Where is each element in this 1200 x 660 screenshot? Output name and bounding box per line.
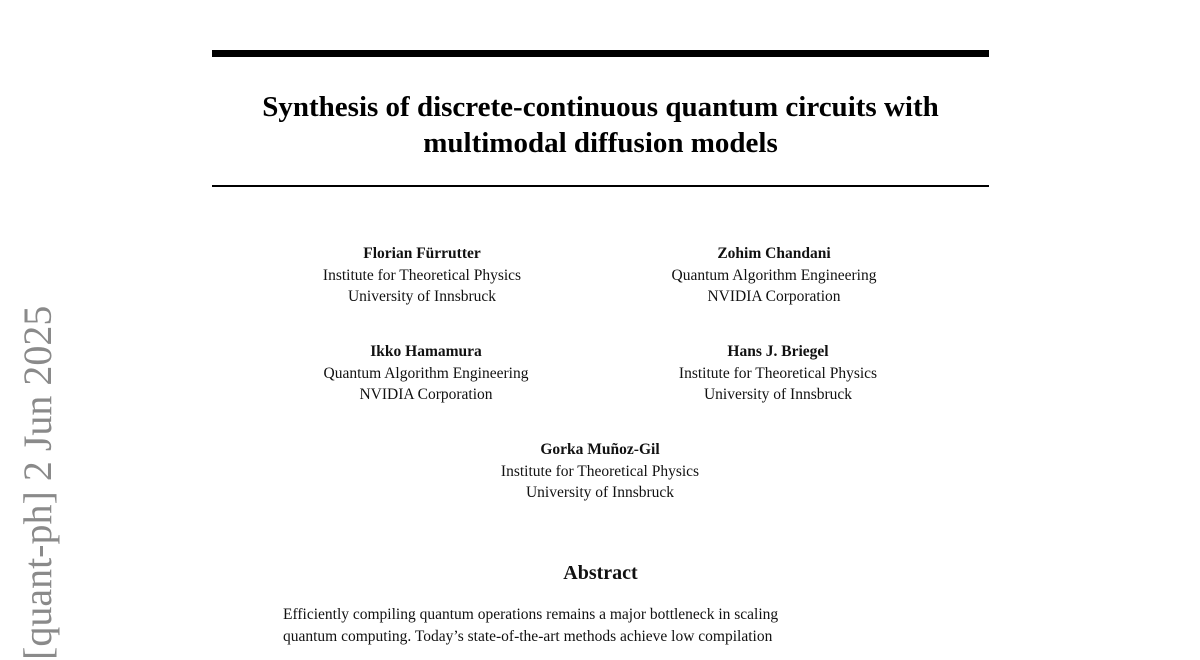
author-block-hamamura <box>266 341 586 406</box>
abstract-line-2: quantum computing. Today’s state-of-the-art methods achieve low compilation <box>283 627 773 645</box>
author-affiliation: University of Innsbruck <box>525 484 675 501</box>
arxiv-side-stamp: [quant-ph] 2 Jun 2025 <box>15 305 60 660</box>
author-block-briegel <box>618 341 938 406</box>
author-affiliation: Institute for Theoretical Physics <box>678 364 878 382</box>
author-affiliation: Institute for Theoretical Physics <box>322 266 522 284</box>
author-affiliation: Institute for Theoretical Physics <box>500 462 700 480</box>
author-name: Hans J. Briegel <box>727 343 829 360</box>
author-name: Gorka Muñoz-Gil <box>540 441 660 458</box>
author-affiliation: NVIDIA Corporation <box>359 386 493 403</box>
author-name: Ikko Hamamura <box>370 343 482 360</box>
author-affiliation: University of Innsbruck <box>703 386 853 403</box>
paper-title-line-1: Synthesis of discrete-continuous quantum circuits with <box>262 91 939 123</box>
abstract-body <box>283 604 923 647</box>
author-affiliation: University of Innsbruck <box>347 288 497 305</box>
title-top-rule <box>212 50 989 57</box>
abstract-heading: Abstract <box>563 562 638 584</box>
author-block-munoz-gil <box>440 439 760 504</box>
author-name: Zohim Chandani <box>717 245 831 262</box>
author-block-chandani <box>614 243 934 308</box>
author-name: Florian Fürrutter <box>363 245 481 262</box>
author-affiliation: Quantum Algorithm Engineering <box>671 266 877 284</box>
paper-title-line-2: multimodal diffusion models <box>423 127 778 159</box>
title-bottom-rule <box>212 185 989 187</box>
author-block-furrutter <box>262 243 582 308</box>
author-affiliation: NVIDIA Corporation <box>707 288 841 305</box>
paper-title <box>212 89 989 161</box>
abstract-line-1: Efficiently compiling quantum operations remains a major bottleneck in scaling <box>283 606 779 623</box>
author-affiliation: Quantum Algorithm Engineering <box>323 364 529 382</box>
